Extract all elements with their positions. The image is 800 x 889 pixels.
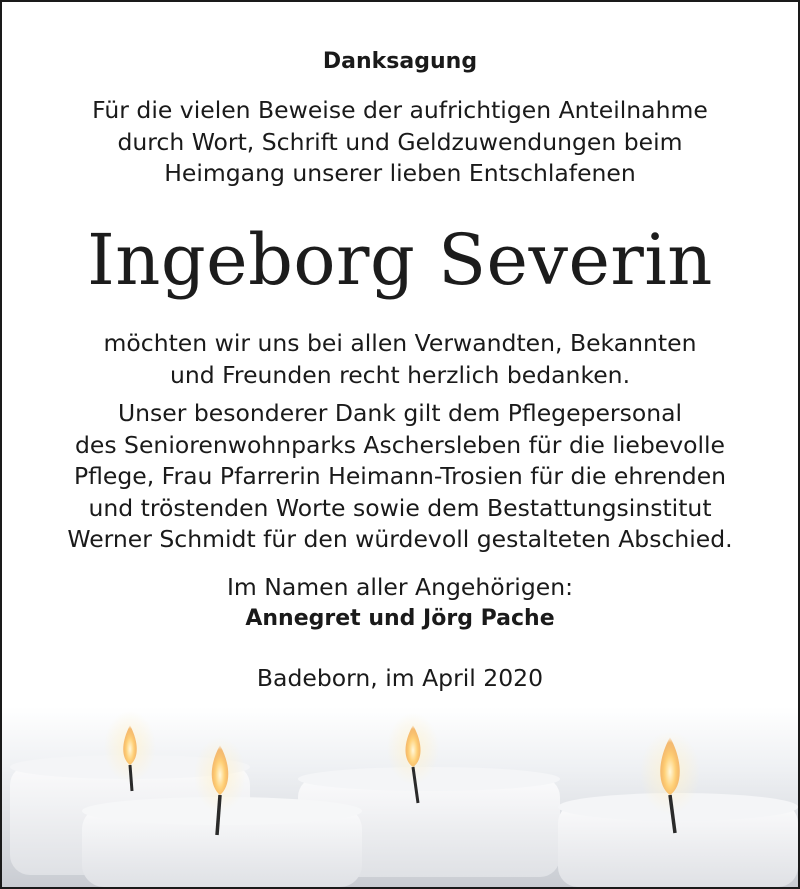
notice-heading: Danksagung xyxy=(322,49,478,74)
thanks-line: und Freunden recht herzlich bedanken. xyxy=(169,361,631,389)
special-thanks-line: Pflege, Frau Pfarrerin Heimann-Trosien für die ehrenden xyxy=(73,462,727,490)
deceased-name: Ingeborg Severin xyxy=(87,219,713,301)
intro-line: Heimgang unserer lieben Entschlafenen xyxy=(164,159,636,187)
special-thanks-line: und tröstenden Worte sowie dem Bestattungsinstitut xyxy=(88,493,712,522)
signature-block xyxy=(2,571,798,635)
on-behalf-text: Im Namen aller Angehörigen: xyxy=(226,573,574,601)
special-thanks-line: Unser besonderer Dank gilt dem Pflegepersonal xyxy=(117,399,683,427)
intro-line: durch Wort, Schrift und Geldzuwendungen beim xyxy=(117,127,683,156)
special-thanks-line: des Seniorenwohnparks Aschersleben für die liebevolle xyxy=(74,430,726,459)
thanks-line: möchten wir uns bei allen Verwandten, Bekannten xyxy=(103,329,697,357)
special-thanks-paragraph xyxy=(2,398,798,556)
intro-paragraph xyxy=(2,95,798,190)
signatories: Annegret und Jörg Pache xyxy=(245,606,555,631)
special-thanks-line: Werner Schmidt für den würdevoll gestalteten Abschied. xyxy=(67,525,733,553)
candles-illustration xyxy=(2,707,798,887)
thanks-paragraph xyxy=(2,327,798,391)
place-date: Badeborn, im April 2020 xyxy=(256,664,544,692)
candles-photo xyxy=(2,707,798,887)
intro-line: Für die vielen Beweise der aufrichtigen Anteilnahme xyxy=(92,96,708,124)
